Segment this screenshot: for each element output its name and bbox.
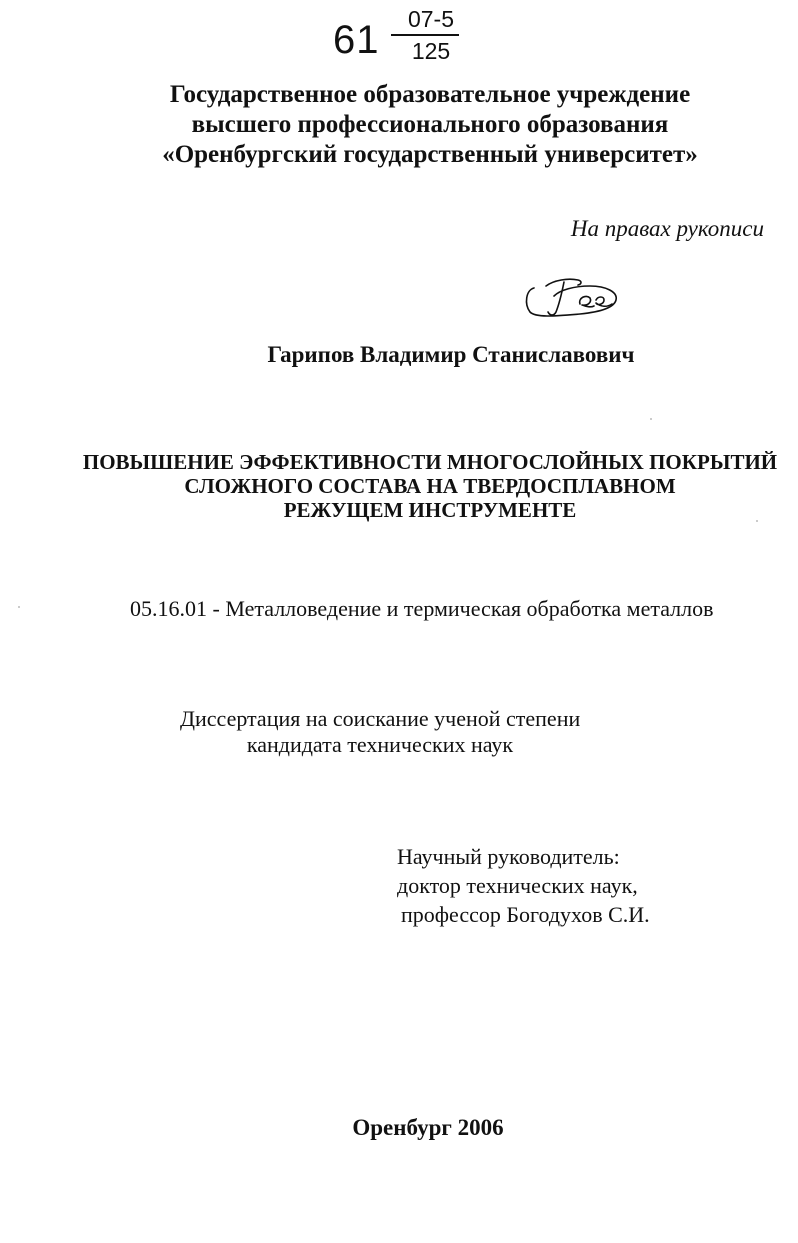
title-line-3: РЕЖУЩЕМ ИНСТРУМЕНТЕ: [283, 498, 577, 522]
dissertation-title: [60, 450, 798, 522]
degree-statement: [180, 706, 580, 758]
scan-speck: [756, 520, 758, 522]
scientific-advisor: [397, 842, 650, 929]
scan-speck: [650, 418, 652, 420]
signature-icon: [520, 270, 620, 326]
catalog-code-denominator: 125: [411, 38, 451, 64]
advisor-name: профессор Богодухов С.И.: [401, 902, 650, 927]
catalog-code-fraction-bar: [391, 34, 459, 36]
scan-speck: [18, 606, 20, 608]
degree-line-1: Диссертация на соискание ученой степени: [180, 706, 581, 731]
catalog-code-fraction: [391, 6, 461, 64]
city-year: Оренбург 2006: [352, 1115, 504, 1140]
catalog-code-numerator: 07-5: [407, 6, 455, 32]
degree-line-2: кандидата технических наук: [246, 732, 514, 757]
manuscript-rights-note: На правах рукописи: [570, 216, 764, 241]
title-line-1: ПОВЫШЕНИЕ ЭФФЕКТИВНОСТИ МНОГОСЛОЙНЫХ ПОКРЫТИЙ: [82, 450, 778, 474]
advisor-label: Научный руководитель:: [397, 844, 620, 869]
institution-name: [100, 80, 760, 170]
advisor-degree: доктор технических наук,: [397, 873, 638, 898]
author-name: Гарипов Владимир Станиславович: [267, 342, 635, 367]
institution-line-2: высшего профессионального образования: [191, 111, 669, 138]
institution-line-3: «Оренбургский государственный университет»: [162, 141, 698, 168]
institution-line-1: Государственное образовательное учреждение: [169, 81, 691, 108]
specialty-code: 05.16.01 - Металловедение и термическая обработка металлов: [130, 596, 714, 621]
title-line-2: СЛОЖНОГО СОСТАВА НА ТВЕРДОСПЛАВНОМ: [184, 474, 676, 498]
catalog-code-main: 61: [333, 18, 380, 62]
handwritten-signature: [520, 270, 620, 326]
